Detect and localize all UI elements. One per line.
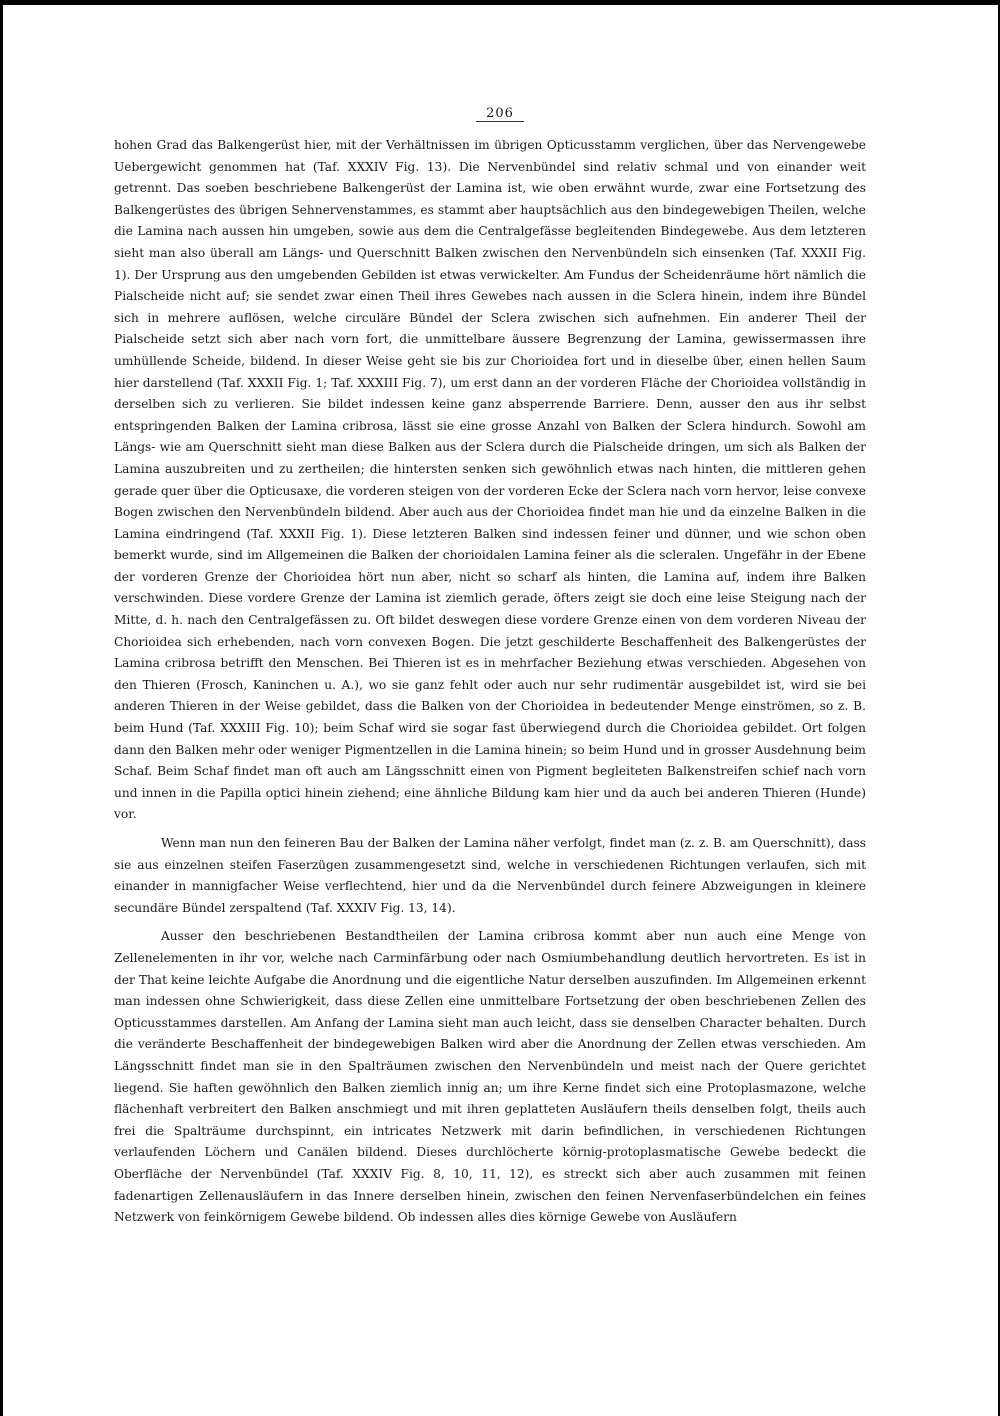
scan-border-left — [0, 0, 3, 1416]
body-text — [114, 135, 866, 1229]
scan-border-top — [0, 0, 1000, 5]
page-number-text: 206 — [476, 106, 524, 122]
page-number — [0, 106, 1000, 122]
paragraph-1: hohen Grad das Balkengerüst hier, mit der Verhältnissen im übrigen Opticusstamm verglichen, über das Nervengewebe Uebergewicht genommen hat (Taf. XXXIV Fig. 13). Die Nervenbündel sind relativ schmal und von einander weit getrennt. Das soeben beschriebene Balkengerüst der Lamina ist, wie oben erwähnt wurde, zwar eine Fortsetzung des Balkengerüstes des übrigen Sehnervenstammes, es stammt aber hauptsächlich aus den bindegewebigen Theilen, welche die Lamina nach aussen hin umgeben, sowie aus dem die Centralgefässe begleitenden Bindegewebe. Aus dem letzteren sieht man also überall am Längs- und Querschnitt Balken zwischen den Nervenbündeln sich einsenken (Taf. XXXII Fig. 1). Der Ursprung aus den umgebenden Gebilden ist etwas verwickelter. Am Fundus der Scheidenräume hört nämlich die Pialscheide nicht auf; sie sendet zwar einen Theil ihres Gewebes nach aussen in die Sclera hinein, indem ihre Bündel sich in mehrere auflösen, welche circuläre Bündel der Sclera zwischen sich aufnehmen. Ein anderer Theil der Pialscheide setzt sich aber nach vorn fort, die unmittelbare äussere Begrenzung der Lamina, gewissermassen ihre umhüllende Scheide, bildend. In dieser Weise geht sie bis zur Chorioidea fort und in dieselbe über, einen hellen Saum hier darstellend (Taf. XXXII Fig. 1; Taf. XXXIII Fig. 7), um erst dann an der vorderen Fläche der Chorioidea vollständig in derselben sich zu verlieren. Sie bildet indessen keine ganz absperrende Barriere. Denn, ausser den aus ihr selbst entspringenden Balken der Lamina cribrosa, lässt sie eine grosse Anzahl von Balken der Sclera hindurch. Sowohl am Längs- wie am Querschnitt sieht man diese Balken aus der Sclera durch die Pialscheide dringen, um sich als Balken der Lamina auszubreiten und zu zertheilen; die hintersten senken sich gewöhnlich etwas nach hinten, die mittleren gehen gerade quer über die Opticusaxe, die vorderen steigen von der vorderen Ecke der Sclera nach vorn hervor, leise convexe Bogen zwischen den Nervenbündeln bildend. Aber auch aus der Chorioidea findet man hie und da einzelne Balken in die Lamina eindringend (Taf. XXXII Fig. 1). Diese letzteren Balken sind indessen feiner und dünner, und wie schon oben bemerkt wurde, sind im Allgemeinen die Balken der chorioidalen Lamina feiner als die scleralen. Ungefähr in der Ebene der vorderen Grenze der Chorioidea hört nun aber, nicht so scharf als hinten, die Lamina auf, indem ihre Balken verschwinden. Diese vordere Grenze der Lamina ist ziemlich gerade, öfters zeigt sie doch eine leise Steigung nach der Mitte, d. h. nach den Centralgefässen zu. Oft bildet deswegen diese vordere Grenze einen von dem vorderen Niveau der Chorioidea sich erhebenden, nach vorn convexen Bogen. Die jetzt geschilderte Beschaffenheit des Balkengerüstes der Lamina cribrosa betrifft den Menschen. Bei Thieren ist es in mehrfacher Beziehung etwas verschieden. Abgesehen von den Thieren (Frosch, Kaninchen u. A.), wo sie ganz fehlt oder auch nur sehr rudimentär ausgebildet ist, wird sie bei anderen Thieren in der Weise gebildet, dass die Balken von der Chorioidea in bedeutender Menge einströmen, so z. B. beim Hund (Taf. XXXIII Fig. 10); beim Schaf wird sie sogar fast überwiegend durch die Chorioidea gebildet. Ort folgen dann den Balken mehr oder weniger Pigmentzellen in die Lamina hinein; so beim Hund und in grosser Ausdehnung beim Schaf. Beim Schaf findet man oft auch am Längsschnitt einen von Pigment begleiteten Balkenstreifen schief nach vorn und innen in die Papilla optici hinein ziehend; eine ähnliche Bildung kam hier und da auch bei anderen Thieren (Hunde) vor. — [114, 138, 866, 822]
paragraph-2: Wenn man nun den feineren Bau der Balken der Lamina näher verfolgt, findet man (z. z. B. am Querschnitt), dass sie aus einzelnen steifen Faserzügen zusammengesetzt sind, welche in verschiedenen Richtungen verlaufen, sich mit einander in mannigfacher Weise verflechtend, hier und da die Nervenbündel durch feinere Abzweigungen in kleinere secundäre Bündel zerspaltend (Taf. XXXIV Fig. 13, 14). — [114, 836, 866, 915]
paragraph-3: Ausser den beschriebenen Bestandtheilen der Lamina cribrosa kommt aber nun auch eine Menge von Zellenelementen in ihr vor, welche nach Carminfärbung oder nach Osmiumbehandlung deutlich hervortreten. Es ist in der That keine leichte Aufgabe die Anordnung und die eigentliche Natur derselben auszufinden. Im Allgemeinen erkennt man indessen ohne Schwierigkeit, dass diese Zellen eine unmittelbare Fortsetzung der oben beschriebenen Zellen des Opticusstammes darstellen. Am Anfang der Lamina sieht man auch leicht, dass sie denselben Character behalten. Durch die veränderte Beschaffenheit der bindegewebigen Balken wird aber die Anordnung der Zellen etwas verschieden. Am Längsschnitt findet man sie in den Spalträumen zwischen den Nervenbündeln und meist nach der Quere gerichtet liegend. Sie haften gewöhnlich den Balken ziemlich innig an; um ihre Kerne findet sich eine Protoplasmazone, welche flächenhaft verbreitert den Balken anschmiegt und mit ihren geplatteten Ausläufern theils denselben folgt, theils auch frei die Spalträume durchspinnt, ein intricates Netzwerk mit darin befindlichen, in verschiedenen Richtungen verlaufenden Löchern und Canälen bildend. Dieses durchlöcherte körnig-protoplasmatische Gewebe bedeckt die Oberfläche der Nervenbündel (Taf. XXXIV Fig. 8, 10, 11, 12), es streckt sich aber auch zusammen mit feinen fadenartigen Zellenausläufern in das Innere derselben hinein, zwischen den feinen Nervenfaserbündelchen ein feines Netzwerk von feinkörnigem Gewebe bildend. Ob indessen alles dies körnige Gewebe von Ausläufern — [114, 929, 866, 1225]
